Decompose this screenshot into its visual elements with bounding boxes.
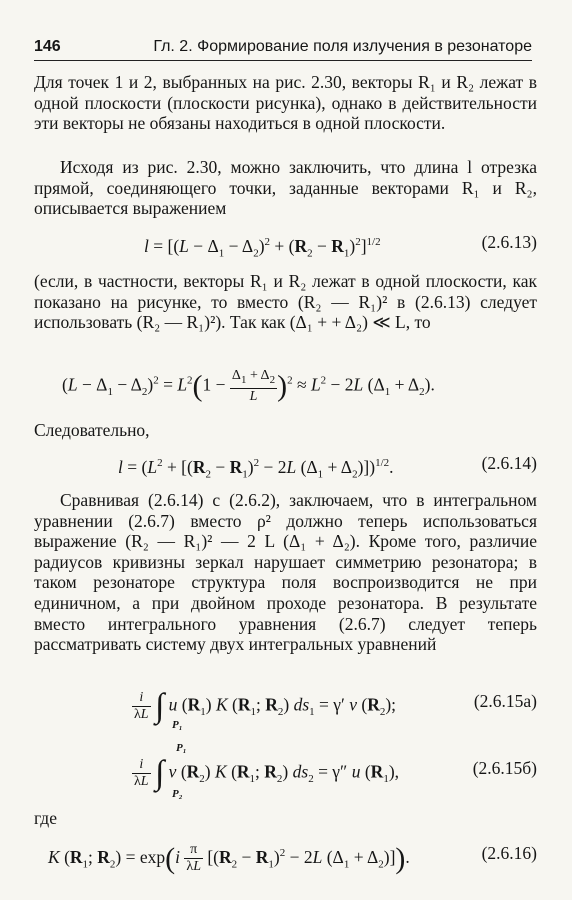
paragraph-2 <box>34 157 537 219</box>
equation-number-2-6-14: (2.6.14) <box>481 453 537 473</box>
equation-approx-formula: $(L - \Delta_1 - \Delta_2)^2 = L^2(1$ − $\frac{\Delta_1 + \Delta_2}{L}$ )$^2 \approx L^2 - 2L$ $(\Delta_1 + \Delta_2)$. <box>62 368 435 404</box>
equation-2-6-15b-formula: $\frac{i}{\lambda L}$ ∫ v $(R_2)$ K ($R_1$; $R_2$) $ds_2 = \gamma''$ u $(R_1)$, <box>134 754 400 792</box>
paragraph-4-text: Следовательно, <box>34 420 150 440</box>
equation-2-6-15a-formula: $\frac{i}{\lambda L}$ ∫ u $(R_1)$ K ($R_1$; $R_2$) $ds_1 = \gamma'$ v $(R_2)$; <box>134 687 397 725</box>
paragraph-3 <box>34 271 537 333</box>
equation-2-6-16-formula: K ($R_1$; $R_2) = \exp(i$ $\frac{\pi}{\lambda L}$ [$(R_2 - R_1)^2 - 2L$ $(\Delta_1 + \Delta_2)$]). <box>48 841 410 875</box>
page-number: 146 <box>34 38 61 55</box>
equation-number-2-6-16: (2.6.16) <box>481 843 537 863</box>
paragraph-3-text: (если, в частности, векторы R₁ и R₂ лежат в одной плоскости, как показано на рисунке, то вместо (R₂ — R₁)² в (2.6.13) следует использовать (R₂ — R₁)²). Так как (Δ₁ + + Δ₂) ≪ L, то <box>34 271 537 333</box>
equation-2-6-14-formula: $l = (L^2 + [(R_2 - R_1)^2 - 2L$ $(\Delta_1 + \Delta_2)])^{1/2}$. <box>118 456 394 481</box>
paragraph-1 <box>34 72 537 134</box>
paragraph-5-text: Сравнивая (2.6.14) с (2.6.2), заключаем, что в интегральном уравнении (2.6.7) вместо ρ² должно теперь использоваться выражение (R₂ — R₁)² — 2 L (Δ₁ + Δ₂). Кроме того, различие радиусов кривизны зеркал нарушает симметрию резонатора; в таком резонаторе структура поля воспроизводится не при единичном, а при двойном проходе резонатора. В результате вместо интегрального уравнения (2.6.7) следует теперь рассматривать систему двух интегральных уравнений <box>34 490 537 655</box>
running-header <box>34 34 532 61</box>
lower-limit-p2: P₂ <box>172 788 183 800</box>
paragraph-4 <box>34 420 537 441</box>
equation-number-2-6-13: (2.6.13) <box>481 232 537 252</box>
running-title: Гл. 2. Формирование поля излучения в резонаторе <box>153 38 532 55</box>
paragraph-1-text: Для точек 1 и 2, выбранных на рис. 2.30, векторы R₁ и R₂ лежат в одной плоскости (плоскости рисунка), однако в действительности эти векторы не обязаны находиться в одной плоскости. <box>34 72 537 134</box>
equation-2-6-13-formula: $l = [(L - \Delta_1 - \Delta_2)^2 + (R_2 - R_1)^2]^{1/2}$ <box>144 235 381 260</box>
paragraph-6-text: где <box>34 808 57 828</box>
equation-number-2-6-15b: (2.6.15б) <box>472 758 537 778</box>
paragraph-5 <box>34 490 537 655</box>
upper-limit-p1: P₁ <box>176 742 187 754</box>
paragraph-2-text: Исходя из рис. 2.30, можно заключить, что длина l отрезка прямой, соединяющего точки, заданные векторами R₁ и R₂, описывается выражением <box>34 157 537 219</box>
equation-number-2-6-15a: (2.6.15a) <box>473 691 537 711</box>
lower-limit-p1: P₁ <box>172 719 183 731</box>
paragraph-6 <box>34 808 537 829</box>
